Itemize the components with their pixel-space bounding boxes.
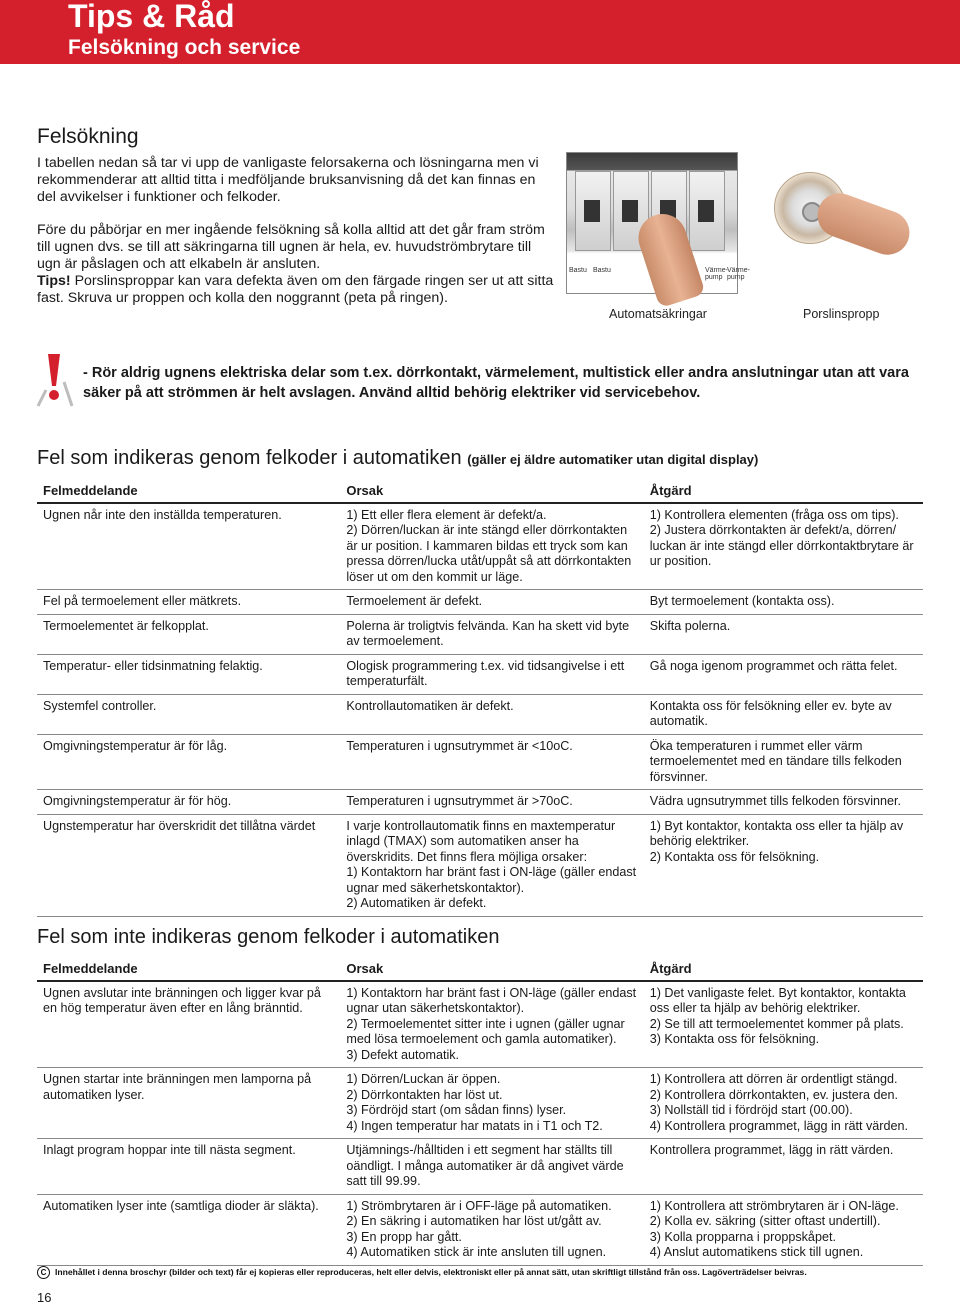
- photos-area: [566, 152, 922, 322]
- breaker-unit: [689, 171, 725, 251]
- page-number: 16: [37, 1290, 52, 1305]
- atgard-cell: 1) Kontrollera elementen (fråga oss om tips). 2) Justera dörrkontakten är defekt/a, dörren/ luckan är inte stängd eller dörrkontaktbrytare är ur position.: [644, 503, 923, 590]
- page-subtitle: Felsökning och service: [68, 36, 301, 59]
- orsak-cell: Polerna är troligtvis felvända. Kan ha skett vid byte av termoelement.: [340, 614, 643, 654]
- atgard-cell: Gå noga igenom programmet och rätta felet.: [644, 654, 923, 694]
- header-banner: [0, 0, 960, 64]
- column-header: Felmeddelande: [37, 958, 340, 981]
- column-header: Åtgärd: [644, 480, 923, 503]
- warning-sign-icon: [34, 352, 74, 410]
- table-row: [37, 654, 923, 694]
- section2-title: Fel som inte indikeras genom felkoder i automatiken: [37, 926, 500, 948]
- table-row: [37, 1194, 923, 1265]
- breaker-label: Värme- pump: [727, 267, 750, 281]
- copyright-notice: [37, 1266, 807, 1279]
- orsak-cell: Kontrollautomatiken är defekt.: [340, 694, 643, 734]
- felmeddelande-cell: Omgivningstemperatur är för låg.: [37, 734, 340, 790]
- circuit-breaker-photo: [566, 152, 750, 294]
- table-header-row: [37, 480, 923, 503]
- felmeddelande-cell: Inlagt program hoppar inte till nästa segment.: [37, 1139, 340, 1195]
- atgard-cell: Byt termoelement (kontakta oss).: [644, 590, 923, 615]
- felmeddelande-cell: Fel på termoelement eller mätkrets.: [37, 590, 340, 615]
- column-header: Orsak: [340, 480, 643, 503]
- orsak-cell: Ologisk programmering t.ex. vid tidsangivelse i ett temperaturfält.: [340, 654, 643, 694]
- caption-porslinspropp: Porslinspropp: [803, 307, 880, 321]
- felmeddelande-cell: Automatiken lyser inte (samtliga dioder är släkta).: [37, 1194, 340, 1265]
- section1-title-main: Fel som indikeras genom felkoder i automatiken: [37, 447, 462, 469]
- tips-paragraph: [37, 273, 557, 307]
- column-header: Åtgärd: [644, 958, 923, 981]
- porcelain-fuse-photo: [766, 162, 916, 292]
- felmeddelande-cell: Termoelementet är felkopplat.: [37, 614, 340, 654]
- atgard-cell: Kontrollera programmet, lägg in rätt värden.: [644, 1139, 923, 1195]
- section1-table: [37, 480, 923, 917]
- breaker-unit: [575, 171, 611, 251]
- copyright-text: Innehållet i denna broschyr (bilder och text) får ej kopieras eller reproduceras, helt eller delvis, elektroniskt eller på annat sätt, utan skriftligt tillstånd från oss. Lagöverträdelser beivras.: [55, 1266, 807, 1277]
- intro-text: [37, 155, 557, 308]
- table-row: [37, 734, 923, 790]
- felmeddelande-cell: Omgivningstemperatur är för hög.: [37, 790, 340, 815]
- intro-paragraph-1: I tabellen nedan så tar vi upp de vanligaste felorsakerna och lösningarna men vi rekommenderar att alltid titta i medföljande bruksanvisning då det kan finnas en del avvikelser i funktioner och felkoder.: [37, 155, 539, 206]
- table-row: [37, 981, 923, 1068]
- atgard-cell: Öka temperaturen i rummet eller värm termoelementet med en tändare tills felkoden försvinner.: [644, 734, 923, 790]
- table-row: [37, 503, 923, 590]
- breaker-label: Bastu: [593, 267, 611, 274]
- tips-text: Porslinsproppar kan vara defekta även om den färgade ringen ser ut att sitta fast. Skruva ur proppen och kolla den noggrannt (peta på ringen).: [37, 273, 554, 307]
- atgard-cell: Kontakta oss för felsökning eller ev. byte av automatik.: [644, 694, 923, 734]
- orsak-cell: 1) Dörren/Luckan är öppen. 2) Dörrkontakten har löst ut. 3) Fördröjd start (om sådan finns) lyser. 4) Ingen temperatur har matats in i T1 och T2.: [340, 1068, 643, 1139]
- atgard-cell: 1) Byt kontaktor, kontakta oss eller ta hjälp av behörig elektriker. 2) Kontakta oss för felsökning.: [644, 814, 923, 916]
- table-row: [37, 590, 923, 615]
- orsak-cell: Temperaturen i ugnsutrymmet är >70oC.: [340, 790, 643, 815]
- atgard-cell: Skifta polerna.: [644, 614, 923, 654]
- caption-automatsakringar: Automatsäkringar: [609, 307, 707, 321]
- table-header-row: [37, 958, 923, 981]
- felmeddelande-cell: Ugnen avslutar inte bränningen och ligger kvar på en hög temperatur även efter en lång bränntid.: [37, 981, 340, 1068]
- orsak-cell: Temperaturen i ugnsutrymmet är <10oC.: [340, 734, 643, 790]
- felmeddelande-cell: Temperatur- eller tidsinmatning felaktig.: [37, 654, 340, 694]
- orsak-cell: 1) Ett eller flera element är defekt/a. 2) Dörren/luckan är inte stängd eller dörrkontakten är ur position. I kammaren bildas ett tryck som kan pressa dörren/lucka utåt/uppåt så att dörrkontakten löser ut om den kommit ur läge.: [340, 503, 643, 590]
- atgard-cell: Vädra ugnsutrymmet tills felkoden försvinner.: [644, 790, 923, 815]
- finger-icon: [811, 187, 915, 261]
- column-header: Felmeddelande: [37, 480, 340, 503]
- felsokning-heading: Felsökning: [37, 125, 139, 148]
- atgard-cell: 1) Det vanligaste felet. Byt kontaktor, kontakta oss eller ta hjälp av behörig elektriker. 2) Se till att termoelementet kommer på plats. 3) Kontakta oss för felsökning.: [644, 981, 923, 1068]
- breaker-label: Bastu: [569, 267, 587, 274]
- felmeddelande-cell: Ugnen startar inte bränningen men lamporna på automatiken lyser.: [37, 1068, 340, 1139]
- warning-text: - Rör aldrig ugnens elektriska delar som t.ex. dörrkontakt, värmelement, multistick eller andra anslutningar utan att vara säker på att strömmen är helt avslagen. Använd alltid behörig elektriker vid servicebehov.: [83, 365, 909, 401]
- copyright-icon: C: [37, 1266, 50, 1279]
- breaker-label: Värme- pump: [705, 267, 728, 281]
- intro-paragraph-2: Före du påbörjar en mer ingående felsökning så kolla alltid att det går fram ström till ugnen dvs. se till att säkringarna till ugnen är hela, ev. huvudströmbrytare till ugn är påslagen och att elkabeln är ansluten.: [37, 221, 545, 273]
- section1-title-note: (gäller ej äldre automatiker utan digital display): [467, 452, 759, 467]
- atgard-cell: 1) Kontrollera att dörren är ordentligt stängd. 2) Kontrollera dörrkontakten, ev. justera den. 3) Nollställ tid i fördröjd start (00.00). 4) Kontrollera programmet, lägg in rätt värden.: [644, 1068, 923, 1139]
- table-row: [37, 1068, 923, 1139]
- table-row: [37, 1139, 923, 1195]
- atgard-cell: 1) Kontrollera att strömbrytaren är i ON-läge. 2) Kolla ev. säkring (sitter oftast undertill). 3) Kolla propparna i proppskåpet. 4) Anslut automatikens stick till ugnen.: [644, 1194, 923, 1265]
- tips-label: Tips!: [37, 273, 71, 290]
- column-header: Orsak: [340, 958, 643, 981]
- orsak-cell: Utjämnings-/hålltiden i ett segment har ställts till oändligt. I många automatiker är då angivet värde satt till 99.99.: [340, 1139, 643, 1195]
- table-row: [37, 814, 923, 916]
- felmeddelande-cell: Ugnen når inte den inställda temperaturen.: [37, 503, 340, 590]
- felmeddelande-cell: Ugnstemperatur har överskridit det tillåtna värdet: [37, 814, 340, 916]
- page-title: Tips & Råd: [68, 0, 235, 34]
- section2-table: [37, 958, 923, 1266]
- table-row: [37, 694, 923, 734]
- orsak-cell: 1) Kontaktorn har bränt fast i ON-läge (gäller endast ugnar utan säkerhetskontaktor). 2) Termoelementet sitter inte i ugnen (gäller ugnar med lösa termoelement och gamla automatiker). 3) Defekt automatik.: [340, 981, 643, 1068]
- table-row: [37, 790, 923, 815]
- felmeddelande-cell: Systemfel controller.: [37, 694, 340, 734]
- section1-title: [37, 447, 758, 470]
- orsak-cell: 1) Strömbrytaren är i OFF-läge på automatiken. 2) En säkring i automatiken har löst ut/gått av. 3) En propp har gått. 4) Automatiken stick är inte ansluten till ugnen.: [340, 1194, 643, 1265]
- orsak-cell: Termoelement är defekt.: [340, 590, 643, 615]
- table-row: [37, 614, 923, 654]
- orsak-cell: I varje kontrollautomatik finns en maxtemperatur inlagd (TMAX) som automatiken anser ha överskridits. Det finns flera möjliga orsaker: 1) Kontaktorn har bränt fast i ON-läge (gäller endast ugnar med säkerhetskontaktor). 2) Automatiken är defekt.: [340, 814, 643, 916]
